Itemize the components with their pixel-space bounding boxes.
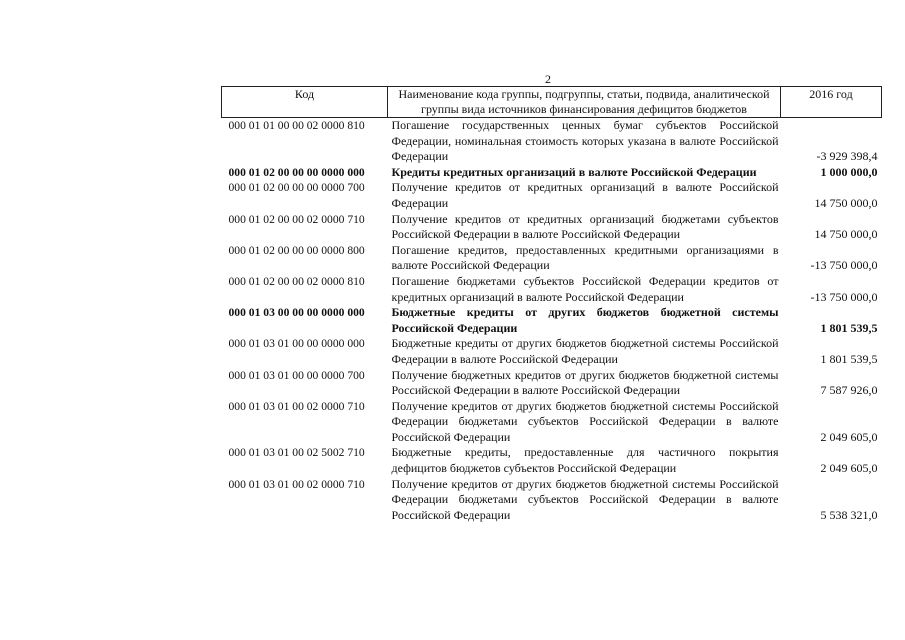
row-value: 1 801 539,5 <box>820 351 878 366</box>
header-code: Код <box>222 87 388 118</box>
table-row <box>222 399 882 446</box>
row-name: Бюджетные кредиты, предоставленные для частичного покрытия дефицитов бюджетов субъектов Российской Федерации <box>391 445 779 476</box>
table-body <box>222 118 882 524</box>
header-name: Наименование кода группы, подгруппы, статьи, подвида, аналитической группы вида источников финансирования дефицитов бюджетов <box>388 87 781 118</box>
row-value: 5 538 321,0 <box>820 507 878 522</box>
row-code: 000 01 03 01 00 02 0000 710 <box>228 399 365 413</box>
table-row <box>222 118 882 165</box>
row-name: Получение кредитов от других бюджетов бюджетной системы Российской Федерации бюджетами субъектов Российской Федерации в валюте Российской Федерации <box>391 476 779 522</box>
row-value: 14 750 000,0 <box>814 195 878 210</box>
row-code: 000 01 01 00 00 02 0000 810 <box>228 119 365 132</box>
row-code: 000 01 02 00 00 00 0000 000 <box>228 165 365 179</box>
table-row <box>222 445 882 476</box>
row-value: -3 929 398,4 <box>816 149 878 164</box>
row-value: -13 750 000,0 <box>810 289 878 304</box>
row-value: 2 049 605,0 <box>820 461 878 476</box>
row-code: 000 01 03 01 00 02 0000 710 <box>228 477 365 491</box>
row-name: Погашение кредитов, предоставленных кредитными организациями в валюте Российской Федерации <box>391 242 779 273</box>
row-name: Получение кредитов от кредитных организаций в валюте Российской Федерации <box>391 180 779 210</box>
row-code: 000 01 03 01 00 00 0000 000 <box>228 337 365 351</box>
row-name: Погашение государственных ценных бумаг субъектов Российской Федерации, номинальная стоимость которых указана в валюте Российской Федерации <box>391 118 779 164</box>
row-code: 000 01 02 00 00 02 0000 710 <box>228 212 365 226</box>
page-number: 2 <box>545 72 551 86</box>
table-row <box>222 477 882 524</box>
header-year: 2016 год <box>781 87 882 118</box>
table-row <box>222 305 882 336</box>
row-value: 1 000 000,0 <box>820 164 878 179</box>
row-name: Получение бюджетных кредитов от других бюджетов бюджетной системы Российской Федерации в валюте Российской Федерации <box>391 367 779 398</box>
row-value: 2 049 605,0 <box>820 429 878 444</box>
table-row <box>222 336 882 367</box>
table-header-row <box>222 87 882 118</box>
row-name: Погашение бюджетами субъектов Российской Федерации кредитов от кредитных организаций в валюте Российской Федерации <box>391 273 779 304</box>
row-code: 000 01 03 00 00 00 0000 000 <box>228 306 365 320</box>
table-row <box>222 368 882 399</box>
row-name: Получение кредитов от кредитных организаций бюджетами субъектов Российской Федерации в валюте Российской Федерации <box>391 211 779 242</box>
row-code: 000 01 02 00 00 00 0000 800 <box>228 243 365 257</box>
row-code: 000 01 03 01 00 02 5002 710 <box>228 446 365 460</box>
row-code: 000 01 02 00 00 00 0000 700 <box>228 181 365 195</box>
row-name: Получение кредитов от других бюджетов бюджетной системы Российской Федерации бюджетами субъектов Российской Федерации в валюте Российской Федерации <box>391 398 779 444</box>
row-code: 000 01 03 01 00 00 0000 700 <box>228 368 365 382</box>
row-value: 7 587 926,0 <box>820 383 878 398</box>
table-row <box>222 212 882 243</box>
table-row <box>222 274 882 305</box>
row-value: 14 750 000,0 <box>814 227 878 242</box>
row-name: Кредиты кредитных организаций в валюте Российской Федерации <box>391 164 757 179</box>
table-row <box>222 243 882 274</box>
row-name: Бюджетные кредиты от других бюджетов бюджетной системы Российской Федерации <box>391 305 779 335</box>
table-row <box>222 165 882 181</box>
sources-table <box>221 86 882 523</box>
row-name: Бюджетные кредиты от других бюджетов бюджетной системы Российской Федерации в валюте Российской Федерации <box>391 336 779 366</box>
row-value: -13 750 000,0 <box>810 258 878 273</box>
row-value: 1 801 539,5 <box>820 320 878 335</box>
row-code: 000 01 02 00 00 02 0000 810 <box>228 274 365 288</box>
table-row <box>222 180 882 211</box>
